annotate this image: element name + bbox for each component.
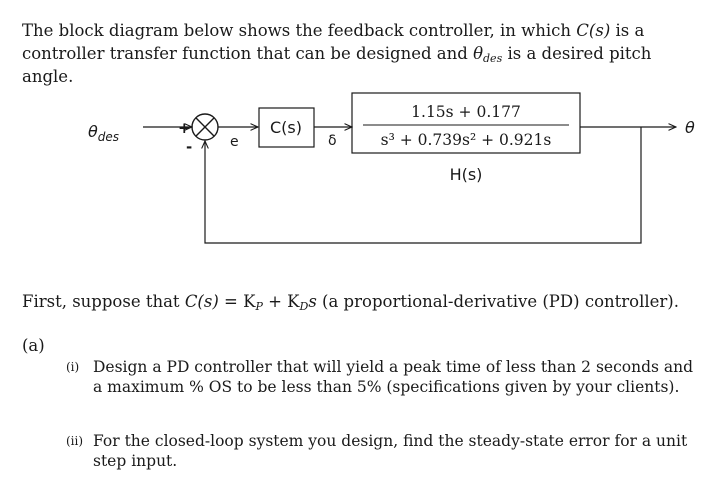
item-number: (ii) [66, 434, 84, 448]
first-eq: = K [218, 292, 256, 311]
first-s: s [308, 292, 317, 311]
question-item-ii [66, 431, 696, 471]
item-number: (i) [66, 360, 80, 374]
plus-sign: + [178, 119, 191, 137]
kp-subscript: P [255, 300, 263, 313]
plant-name: H(s) [449, 165, 483, 184]
input-theta-label: $\theta_{des}$ [88, 122, 120, 144]
plant-denominator: s³ + 0.739s² + 0.921s [380, 131, 552, 149]
part-a-label: (a) [22, 336, 45, 355]
intro-text-c: is a desired pitch angle. [22, 44, 652, 86]
minus-sign: - [186, 138, 193, 156]
kd-subscript: D [299, 300, 309, 313]
output-theta-label: θ [685, 118, 695, 137]
summing-junction [192, 114, 218, 140]
first-text-b: (a proportional-derivative (PD) controller). [316, 292, 679, 311]
question-item-i [66, 357, 696, 397]
item-text: Design a PD controller that will yield a peak time of less than 2 seconds and a maximum % OS to be less than 5% (specifications given by your clients). [93, 358, 694, 396]
plant-numerator: 1.15s + 0.177 [411, 103, 521, 121]
intro-text-a: The block diagram below shows the feedback controller, in which [22, 21, 577, 40]
block-diagram [0, 88, 709, 258]
intro-text-b: is a controller transfer function that can be designed and [22, 21, 645, 63]
intro-theta-subscript: des [483, 52, 503, 65]
controller-label: C(s) [270, 118, 302, 137]
first-text-a: First, suppose that [22, 292, 185, 311]
intro-controller-symbol: C(s) [576, 21, 611, 40]
first-plus: + K [262, 292, 300, 311]
item-text: For the closed-loop system you design, find the steady-state error for a unit step input. [93, 432, 688, 470]
input-theta-subscript: des [97, 130, 120, 144]
intro-theta-symbol: θ [473, 44, 484, 63]
problem-intro [22, 19, 692, 88]
delta-label: δ [328, 133, 337, 149]
error-label: e [230, 134, 239, 150]
first-controller-symbol: C(s) [184, 292, 219, 311]
pd-controller-statement [22, 291, 702, 313]
